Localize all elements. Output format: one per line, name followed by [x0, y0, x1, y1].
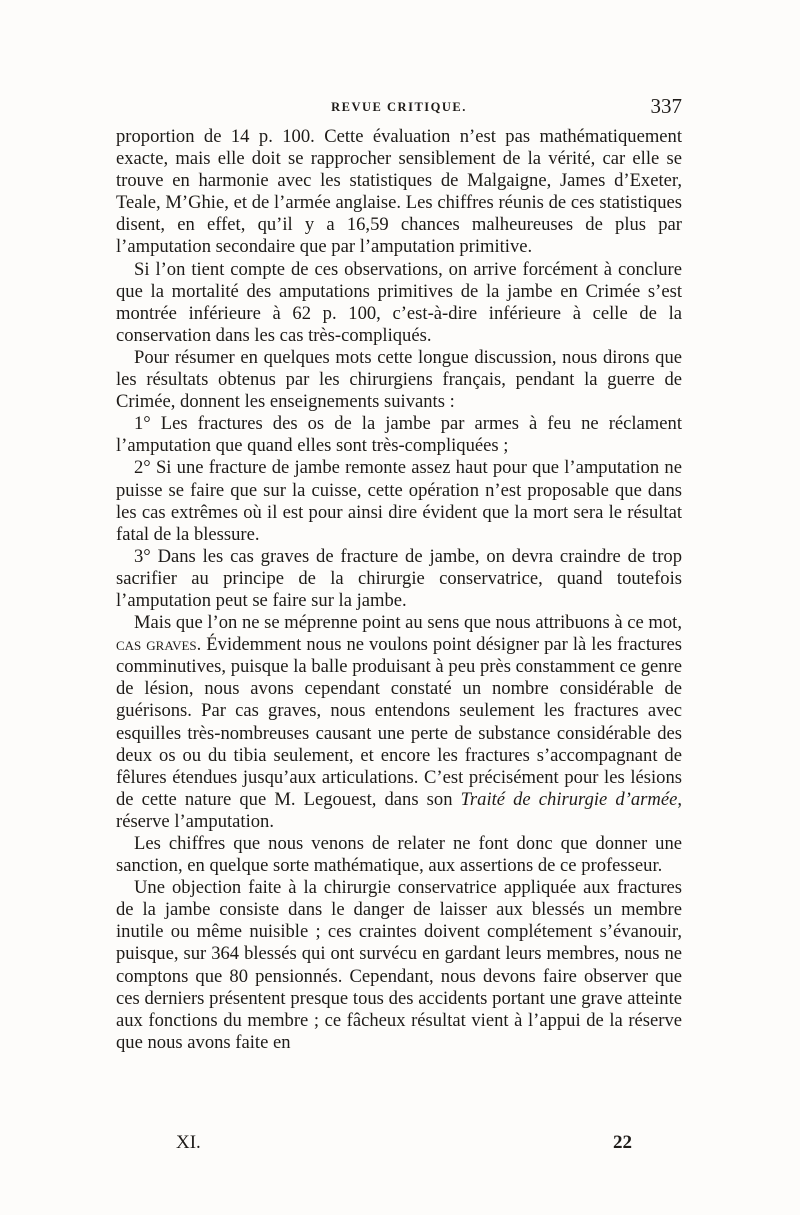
- text-segment: Mais que l’on ne se méprenne point au sens que nous attribuons à ce mot,: [134, 612, 682, 634]
- paragraph: [116, 612, 682, 833]
- page-footer: [116, 1132, 682, 1158]
- text-segment: Si l’on tient compte de ces observations, on arrive forcément à conclure que la mortalité des amputations primitives de la jambe en Crimée s’est montrée inférieure à 62 p. 100, c’est-à-dire inférieure à celle de la conservation dans les cas très-compliqués.: [116, 258, 682, 346]
- paragraph: [116, 877, 682, 1054]
- text-segment: Les chiffres que nous venons de relater ne font donc que donner une sanction, en quelque sorte mathématique, aux assertions de ce professeur.: [116, 833, 682, 877]
- paragraph: [116, 347, 682, 413]
- text-segment: 1° Les fractures des os de la jambe par armes à feu ne réclament l’amputation que quand elles sont très-compliquées ;: [116, 413, 682, 457]
- paragraph-continued: [116, 126, 682, 259]
- running-head: [116, 94, 682, 118]
- conclusion-item-3: [116, 546, 682, 612]
- text-segment: 3° Dans les cas graves de fracture de jambe, on devra craindre de trop sacrifier au principe de la chirurgie conservatrice, quand toutefois l’amputation peut se faire sur la jambe.: [116, 545, 682, 611]
- conclusion-item-2: [116, 457, 682, 545]
- conclusion-item-1: [116, 413, 682, 457]
- paragraph: [116, 833, 682, 877]
- page-number: 337: [650, 94, 682, 118]
- text-segment: Une objection faite à la chirurgie conservatrice appliquée aux fractures de la jambe consiste dans le danger de laisser aux blessés un membre inutile ou même nuisible ; ces craintes doivent complétement s’évanouir, puisque, sur 364 blessés qui ont survécu en gardant leurs membres, nous ne comptons que 80 pensionnés. Cependant, nous devons faire observer que ces derniers présentent presque tous des accidents portant une grave atteinte aux fonctions du membre ; ce fâcheux résultat vient à l’appui de la réserve que nous avons faite en: [116, 877, 682, 1053]
- text-segment: proportion de 14 p. 100. Cette évaluation n’est pas mathématiquement exacte, mais elle doit se rapprocher sensiblement de la vérité, car elle se trouve en harmonie avec les statistiques de Malgaigne, James d’Exeter, Teale, M’Ghie, et de l’armée anglaise. Les chiffres réunis de ces statistiques disent, en effet, qu’il y a 16,59 chances malheureuses de plus par l’amputation secondaire que par l’amputation primitive.: [116, 126, 682, 258]
- small-caps-term: cas graves: [116, 634, 197, 656]
- text-segment: 2° Si une fracture de jambe remonte assez haut pour que l’amputation ne puisse se faire que sur la cuisse, cette opération n’est proposable que dans les cas extrêmes où il est pour ainsi dire évident que la mort sera le résultat fatal de la blessure.: [116, 457, 682, 545]
- text-segment: , réserve l’amputation.: [116, 788, 682, 832]
- text-segment: Pour résumer en quelques mots cette longue discussion, nous dirons que les résultats obtenus par les chirurgiens français, pendant la guerre de Crimée, donnent les enseignements suivants :: [116, 346, 682, 413]
- text-segment: . Évidemment nous ne voulons point désigner par là les fractures comminutives, puisque la balle produisant à peu près constamment ce genre de lésion, nous avons cependant constaté un nombre considérable de guérisons. Par cas graves, nous entendons seulement les fractures avec esquilles très-nombreuses causant une perte de substance considérable des deux os ou du tibia seulement, et encore les fractures s’accompagnant de fêlures étendues jusqu’aux articulations. C’est précisément pour les lésions de cette nature que M. Legouest, dans son: [116, 634, 682, 810]
- paragraph: [116, 259, 682, 347]
- volume-signature: XI.: [176, 1132, 201, 1153]
- book-title: Traité de chirurgie d’armée: [460, 788, 678, 810]
- body-text: [116, 126, 682, 1054]
- sheet-signature: 22: [613, 1132, 632, 1153]
- running-title: REVUE CRITIQUE.: [331, 100, 467, 114]
